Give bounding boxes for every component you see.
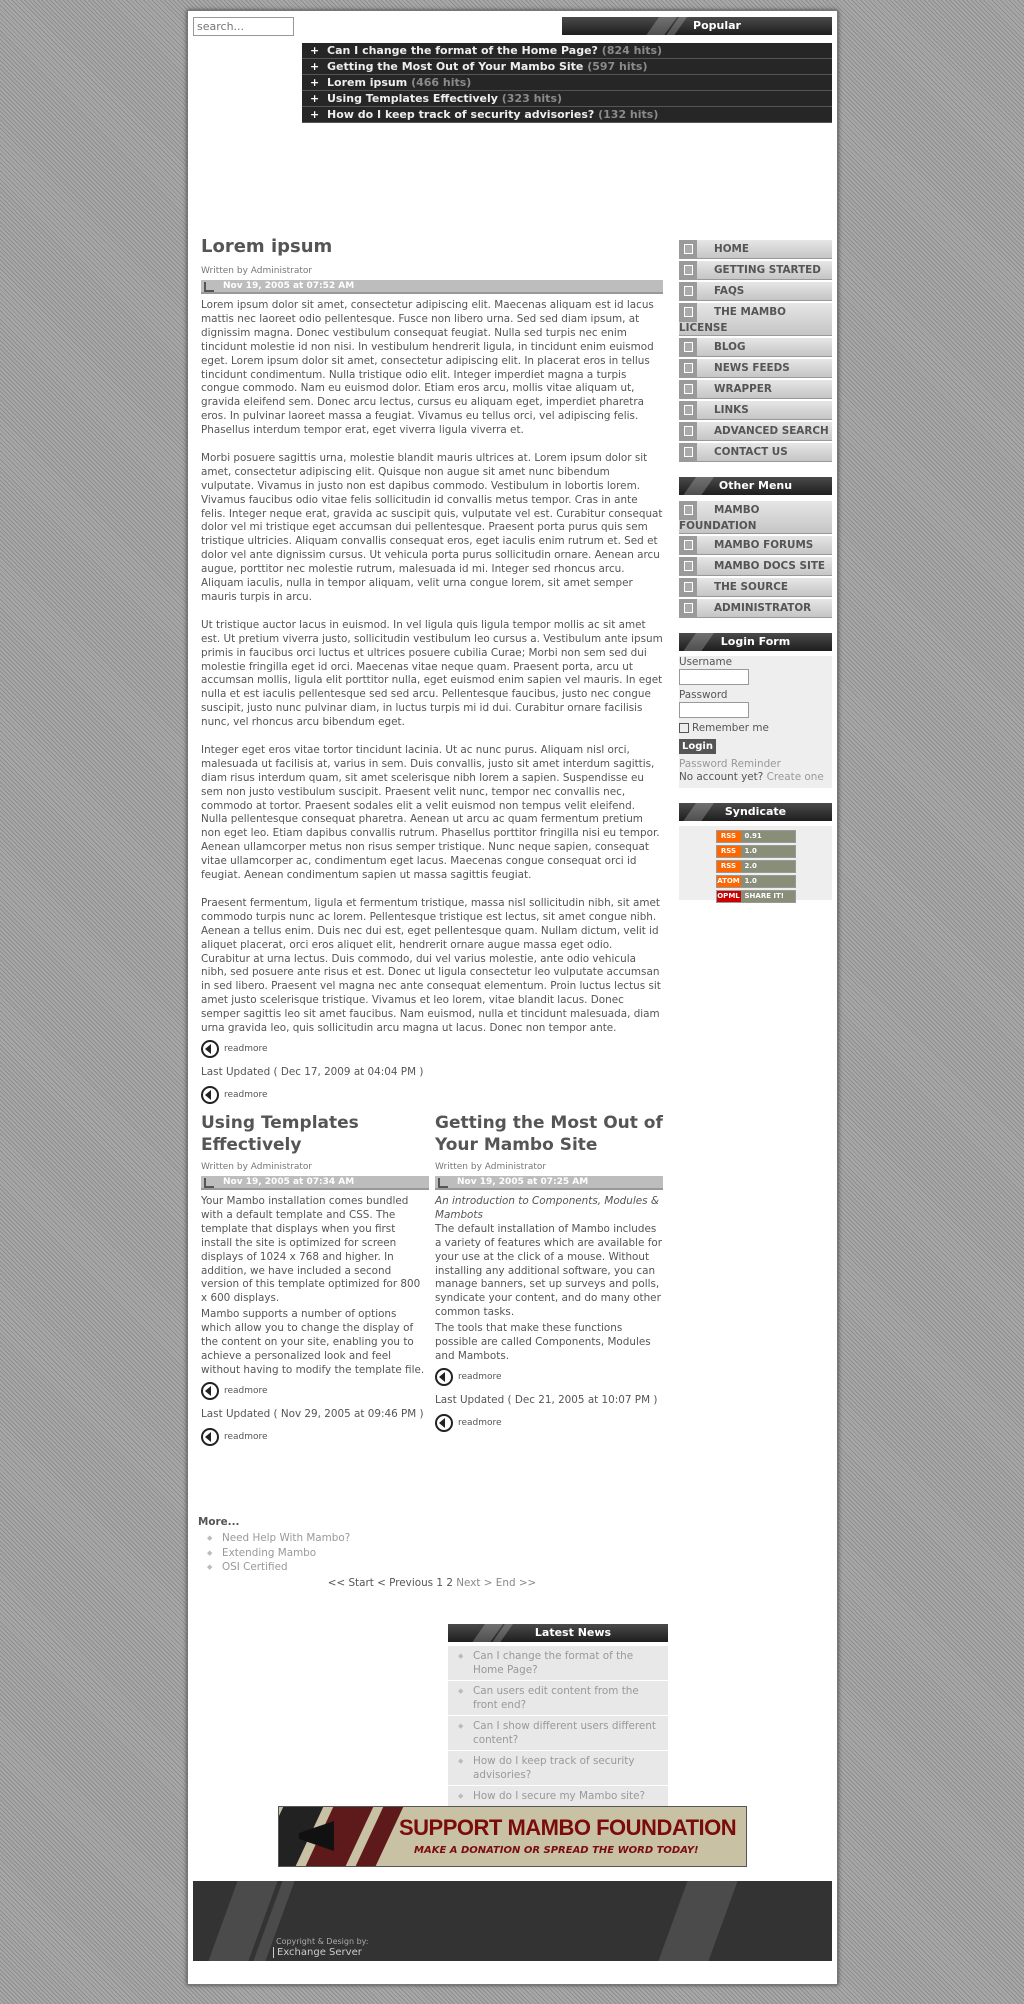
menu-item-label: THE MAMBO <box>714 306 786 318</box>
password-field[interactable] <box>679 702 749 718</box>
latest-news-title-text: Latest News <box>534 1626 612 1639</box>
menu-item-blog[interactable] <box>679 337 832 357</box>
login-form-title-text: Login Form <box>720 635 791 648</box>
password-reminder-link[interactable]: Password Reminder <box>679 758 781 770</box>
menu-item-label: THE SOURCE <box>714 581 788 593</box>
feed-version: 1.0 <box>741 876 795 887</box>
menu-item-label: MAMBO FORUMS <box>714 539 814 551</box>
more-articles <box>198 1516 498 1575</box>
search-input[interactable] <box>193 17 294 36</box>
article-author: Written by Administrator <box>435 1161 547 1172</box>
menu-item-label: ADMINISTRATOR <box>714 602 812 614</box>
rss-10-badge[interactable] <box>716 845 796 858</box>
menu-item-label: LINKS <box>714 404 749 416</box>
menu-item-label: MAMBO <box>714 504 760 516</box>
atom-10-badge[interactable] <box>716 875 796 888</box>
page <box>187 10 838 1985</box>
menu-item-label: NEWS FEEDS <box>714 362 790 374</box>
syndicate-feeds <box>679 826 832 900</box>
article-intro: An introduction to Components, Modules & Mambots <box>435 1194 659 1221</box>
last-updated: Last Updated ( Dec 21, 2005 at 10:07 PM ) <box>435 1393 658 1406</box>
article-author: Written by Administrator <box>201 266 313 276</box>
syndicate-title <box>679 803 832 821</box>
pager-page-2[interactable]: 2 <box>446 1577 453 1589</box>
readmore-link[interactable]: readmore <box>201 1040 663 1058</box>
readmore-link[interactable]: readmore <box>201 1382 429 1400</box>
feed-type: RSS <box>717 831 741 842</box>
menu-item-wrapper[interactable] <box>679 379 832 399</box>
column-article-title[interactable]: Getting the Most Out of Your Mambo Site <box>435 1112 663 1155</box>
login-button[interactable]: Login <box>679 739 716 754</box>
popular-item-label: Getting the Most Out of Your Mambo Site <box>327 60 584 73</box>
article-author: Written by Administrator <box>201 1161 313 1172</box>
latest-news-module <box>448 1624 668 1807</box>
article-paragraph: Integer eget eros vitae tortor tincidunt lacinia. Ut ac nunc purus. Aliquam nisl orci, malesuada ut facilisis at, varius in sem. Duis convallis, justo sit amet interdum sagittis, diam risus interdum quam, sit amet scelerisque nibh lorem a sapien. Suspendisse eu sem non justo vestibulum suscipit. Praesent velit nunc, tempor nec convallis nec, commodo at tortor. Praesent sodales elit a velit euismod non tempus velit eleifend. Nulla pellentesque consequat pharetra. Aenean ut arcu ac quam fermentum pretium non eget leo. Etiam dapibus convallis rutrum. Phasellus porttitor fringilla nisi eu tempor. Aenean ullamcorper metus non risus semper tristique. Nunc neque sapien, consequat vitae ullamcorper ac, condimentum eget lacus. Maecenas congue consequat orci id feugiat. Aenean condimentum sapien ut massa sagittis feugiat. <box>201 743 660 882</box>
pager-page-1: 1 <box>436 1577 444 1589</box>
latest-news-item[interactable]: ◆ How do I keep track of security advisories? <box>448 1751 668 1786</box>
footer-copyright: Copyright & Design by: <box>276 1937 369 1946</box>
popular-module-title <box>562 17 832 35</box>
menu-item-label: MAMBO DOCS SITE <box>714 560 826 572</box>
popular-item-label: How do I keep track of security advisories? <box>327 108 595 121</box>
popular-title: Popular <box>693 19 741 32</box>
menu-item-links[interactable] <box>679 400 832 420</box>
popular-item-label: Can I change the format of the Home Page? <box>327 44 598 57</box>
main-content <box>201 236 663 1454</box>
pager-end[interactable]: End >> <box>495 1577 537 1589</box>
rss-091-badge[interactable] <box>716 830 796 843</box>
menu-item-faqs[interactable] <box>679 281 832 301</box>
menu-item-administrator[interactable] <box>679 598 832 618</box>
banner-headline: SUPPORT MAMBO FOUNDATION <box>399 1815 737 1840</box>
menu-item-label: WRAPPER <box>714 383 772 395</box>
feed-type: ATOM <box>717 877 740 885</box>
popular-item-hits: (824 hits) <box>601 44 663 57</box>
article-date: Nov 19, 2005 at 07:52 AM <box>201 280 663 294</box>
banner-subline: MAKE A DONATION OR SPREAD THE WORD TODAY! <box>414 1845 699 1856</box>
feed-type: OPML <box>717 892 740 900</box>
feed-type: RSS <box>717 861 741 872</box>
latest-news-item[interactable]: ◆ How do I secure my Mambo site? <box>448 1786 668 1807</box>
article-paragraph: The default installation of Mambo includes a variety of features which are available for your use at the click of a mouse. Without installing any additional software, you can manage banners, set up surveys and polls, syndicate your content, and do many other common tasks. <box>435 1222 662 1319</box>
pager-start[interactable]: << Start <box>327 1577 374 1589</box>
menu-item-contact-us[interactable] <box>679 442 832 462</box>
article-paragraph: Lorem ipsum dolor sit amet, consectetur adipiscing elit. Maecenas aliquam est id lacus mattis nec laoreet odio pellentesque. Fusce non libero urna. Sed sed diam ipsum, at dignissim magna. Donec vestibulum consequat feugiat. Nulla sed turpis nec enim tincidunt molestie id non nisi. In vestibulum hendrerit ligula, in tincidunt enim euismod eget. Lorem ipsum dolor sit amet, consectetur adipiscing elit. In placerat eros in tellus tincidunt condimentum. Nulla tristique odio elit. Integer imperdiet magna a turpis congue commodo. Nam eu euismod dolor. Etiam eros arcu, mollis vitae aliquam ut, gravida eleifend sem. Donec arcu lectus, cursus eu aliquam eget, imperdiet pharetra eros. In pulvinar laoreet massa a feugiat. Vivamus eu tellus orci, vel adipiscing felis. Phasellus interdum tempor erat, eget viverra ligula viverra et. <box>201 299 654 437</box>
menu-item-news-feeds[interactable] <box>679 358 832 378</box>
menu-item-mambo-foundation[interactable] <box>679 500 832 534</box>
footer <box>193 1881 832 1961</box>
support-mambo-banner[interactable] <box>278 1806 747 1867</box>
popular-item[interactable] <box>302 59 832 75</box>
article-paragraph: Ut tristique auctor lacus in euismod. In vel ligula quis ligula tempor mollis ac sit amet est. Ut pretium viverra justo, sollicitudin vestibulum leo cursus a. Vestibulum ante ipsum primis in faucibus orci luctus et ultrices posuere cubilia Curae; Morbi non sem sed dui molestie fringilla eget id orci. Maecenas vitae neque quam. Praesent porta, arcu ut accumsan mollis, ligula elit porttitor nulla, eget euismod enim sapien vel mauris. In eget nulla et est iaculis pellentesque sed sed arcu. Pellentesque faucibus, justo nec congue suscipit, justo nunc pulvinar diam, in luctus turpis mi id dui. Curabitur ornare facilisis nunc, vel rhoncus arcu bibendum eget. <box>201 618 663 729</box>
last-updated: Last Updated ( Dec 17, 2009 at 04:04 PM ) <box>201 1065 424 1078</box>
feed-version: 1.0 <box>741 846 795 857</box>
readmore-link[interactable]: readmore <box>201 1086 663 1104</box>
opml-badge[interactable] <box>716 890 796 903</box>
menu-item-label-tail: FOUNDATION <box>679 520 757 532</box>
readmore-link[interactable]: readmore <box>435 1368 663 1386</box>
no-account-text: No account yet? <box>679 771 764 783</box>
remember-me-label: Remember me <box>692 722 769 734</box>
article-paragraph: The tools that make these functions possible are called Components, Modules and Mambots. <box>435 1322 651 1362</box>
article-paragraph: Morbi posuere sagittis urna, molestie blandit mauris ultrices at. Lorem ipsum dolor sit amet, consectetur adipiscing elit. Quisque non augue sit amet nunc bibendum vulputate. Vivamus in justo non est dapibus commodo. Vestibulum in lobortis lorem. Vivamus faucibus odio vitae felis sollicitudin id convallis metus tempor. Cras in ante felis. Integer neque erat, gravida ac suscipit quis, vulputate vel est. Curabitur consequat dolor vel mi tristique eget accumsan dui pellentesque. Praesent porta purus quis sem tristique ultricies. Aliquam convallis consequat eros, eget iaculis enim rutrum et. Sed et dolor vel ante dignissim cursus. Ut vehicula porta purus sollicitudin ornare. Aenean arcu augue, porttitor nec molestie rutrum, malesuada id mi. Integer sed rhoncus arcu. Aliquam iaculis, nulla in tempor aliquam, velit urna congue lorem, sit amet semper mauris turpis in arcu. <box>201 451 663 604</box>
rss-20-badge[interactable] <box>716 860 796 873</box>
last-updated: Last Updated ( Nov 29, 2005 at 09:46 PM ) <box>201 1407 424 1420</box>
menu-item-label-tail: LICENSE <box>679 322 728 334</box>
latest-news-item[interactable]: ◆ Can I change the format of the Home Page? <box>448 1646 668 1681</box>
feed-version: SHARE IT! <box>741 891 795 902</box>
popular-list <box>302 43 832 123</box>
article-date: Nov 19, 2005 at 07:34 AM <box>201 1176 429 1190</box>
article-column <box>201 1112 429 1454</box>
popular-item-hits: (132 hits) <box>598 108 659 121</box>
pager-next[interactable]: Next > <box>456 1577 493 1589</box>
login-form-title <box>679 633 832 651</box>
menu-item-label: ADVANCED SEARCH <box>714 425 829 437</box>
popular-item[interactable] <box>302 91 832 107</box>
menu-item-getting-started[interactable] <box>679 260 832 280</box>
menu-item-home[interactable] <box>679 239 832 259</box>
main-menu <box>679 239 832 462</box>
popular-item[interactable] <box>302 43 832 59</box>
latest-news-title <box>448 1624 668 1642</box>
username-field[interactable] <box>679 669 749 685</box>
menu-item-label: BLOG <box>714 341 746 353</box>
menu-item-mambo-forums[interactable] <box>679 535 832 555</box>
menu-item-the-mambo-license[interactable] <box>679 302 832 336</box>
article-paragraph: Mambo supports a number of options which allow you to change the display of the content on your site, enabling you to achieve a personalized look and feel without having to modify the template file. <box>201 1308 425 1376</box>
article-paragraph: Your Mambo installation comes bundled with a default template and CSS. The template that displays when you first install the site is optimized for screen displays of 1024 x 768 and higher. In addition, we have included a second version of this template optimized for 800 x 600 displays. <box>201 1194 421 1305</box>
login-form <box>679 656 832 788</box>
syndicate-title-text: Syndicate <box>724 805 787 818</box>
more-link[interactable]: ◆ OSI Certified <box>198 1560 498 1575</box>
password-label: Password <box>679 689 728 701</box>
popular-item-hits: (466 hits) <box>411 76 472 89</box>
latest-news-item[interactable]: ◆ Can I show different users different content? <box>448 1716 668 1751</box>
readmore-link[interactable]: readmore <box>435 1414 663 1432</box>
menu-item-advanced-search[interactable] <box>679 421 832 441</box>
article-columns <box>201 1112 663 1454</box>
remember-me-checkbox[interactable] <box>679 723 689 733</box>
menu-item-label: HOME <box>714 243 749 255</box>
create-account-link[interactable]: Create one <box>766 771 824 783</box>
right-sidebar <box>679 239 832 900</box>
more-link[interactable]: ◆ Extending Mambo <box>198 1546 498 1561</box>
latest-news-item[interactable]: ◆ Can users edit content from the front end? <box>448 1681 668 1716</box>
article-column <box>435 1112 663 1454</box>
popular-item-label: Lorem ipsum <box>327 76 408 89</box>
feed-version: 2.0 <box>741 861 795 872</box>
other-menu-title <box>679 477 832 495</box>
popular-item-hits: (597 hits) <box>587 60 648 73</box>
menu-item-label: GETTING STARTED <box>714 264 821 276</box>
more-link[interactable]: ◆ Need Help With Mambo? <box>198 1531 498 1546</box>
article-date: Nov 19, 2005 at 07:25 AM <box>435 1176 663 1190</box>
readmore-link[interactable]: readmore <box>201 1428 429 1446</box>
menu-item-label: CONTACT US <box>714 446 788 458</box>
other-menu-title-text: Other Menu <box>718 479 793 492</box>
feed-version: 0.91 <box>741 831 795 842</box>
popular-item[interactable] <box>302 107 832 123</box>
feed-type: RSS <box>717 846 741 857</box>
menu-item-the-source[interactable] <box>679 577 832 597</box>
menu-item-mambo-docs-site[interactable] <box>679 556 832 576</box>
footer-designer-link[interactable]: Exchange Server <box>273 1947 362 1958</box>
username-label: Username <box>679 656 732 668</box>
article-title[interactable]: Lorem ipsum <box>201 236 333 257</box>
popular-item[interactable] <box>302 75 832 91</box>
popular-item-label: Using Templates Effectively <box>327 92 498 105</box>
article-paragraph: Praesent fermentum, ligula et fermentum tristique, massa nisl sollicitudin nibh, sit amet commodo turpis nunc ac lorem. Pellentesque tristique est lectus, sit amet congue nibh. Aenean a tellus enim. Duis nec dui est, eget pellentesque quam. Nullam dictum, velit id aliquet placerat, orci eros aliquet elit, hendrerit ornare augue massa eget odio. Curabitur at urna lectus. Duis commodo, dui vel varius molestie, ante odio vehicula nibh, sed posuere ante risus et est. Donec ut ligula consectetur leo vulputate accumsan in sed libero. Praesent vel magna nec ante consequat elementum. Proin luctus lectus sit amet justo scelerisque tristique. Vivamus et leo lorem, vitae blandit lacus. Donec semper sagittis leo sit amet faucibus. Nam euismod, nulla et tincidunt malesuada, diam urna gravida leo, quis sollicitudin arcu magna ut lacus. Donec non tempor ante. <box>201 896 661 1035</box>
more-title: More... <box>198 1516 240 1528</box>
pager-prev[interactable]: < Previous <box>377 1577 434 1589</box>
menu-item-label: FAQS <box>714 285 745 297</box>
other-menu <box>679 500 832 618</box>
column-article-title[interactable]: Using Templates Effectively <box>201 1112 359 1155</box>
popular-item-hits: (323 hits) <box>501 92 563 105</box>
pagination <box>201 1577 663 1589</box>
